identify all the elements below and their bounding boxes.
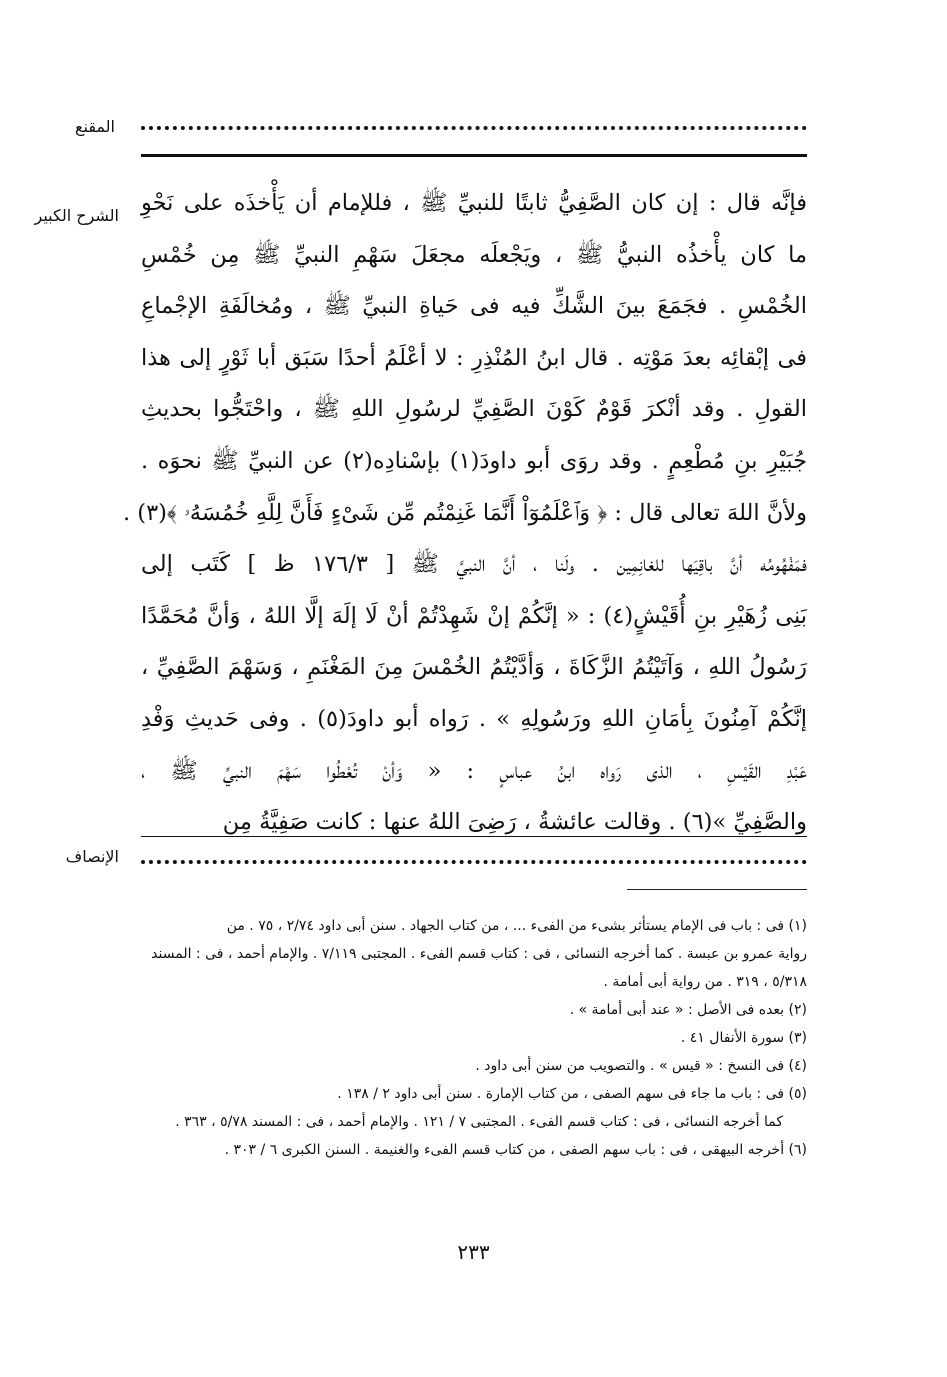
main-text-line: بَنِى زُهَيْرِ بنِ أُقَيْشٍ(٤) : « إنَّكُمْ إنْ شَهِدْتُمْ أنْ لَا إلَهَ إلَّا اللهُ ، وَأنَّ مُحَمَّدًا	[141, 602, 807, 629]
footnote-line: كما أخرجه النسائى ، فى : كتاب قسم الفىء . المجتبى ٧ / ١٢١ . والإمام أحمد ، فى : المسند ٥/٧٨ ، ٣٦٣ .	[175, 1114, 783, 1130]
footnote-line: (١) فى : باب فى الإمام يستأثر بشىء من الفىء ... ، من كتاب الجهاد . سنن أبى داود ٢/٧٤ ، ٧٥ . من	[226, 918, 807, 934]
footnote-line: (٥) فى : باب ما جاء فى سهم الصفى ، من كتاب الإمارة . سنن أبى داود ٢ / ١٣٨ .	[337, 1086, 807, 1102]
main-text-line: الخُمْسِ . فجَمَعَ بينَ الشَّكِّ فيه فى حَياةِ النبيِّ ﷺ ، ومُخالَفَةِ الإجْماعِ	[141, 293, 807, 320]
footnote-line: (٢) بعده فى الأصل : « عند أبى أمامة » .	[569, 1002, 807, 1018]
footnote-line: (٦) أخرجه البيهقى ، فى : باب سهم الصفى ، من كتاب قسم الفىء والغنيمة . السنن الكبرى ٦ / ٣٠٣ .	[224, 1142, 807, 1158]
section-divider	[141, 836, 807, 837]
main-text-line: والصَّفِيِّ »(٦) . وقالت عائشةُ ، رَضِىَ اللهُ عنها : كانت صَفِيَّةُ مِن	[222, 809, 807, 836]
main-text-line: فإنَّه قال : إن كان الصَّفِيُّ ثابتًا للنبيِّ ﷺ ، فللإمام أن يَأْخذَه على نَحْوِ	[141, 190, 807, 216]
main-text-line: فى إبْقائِه بعدَ مَوْتِه . قال ابنُ المُنْذِرِ : لا أعْلَمُ أحدًا سَبَق أبا ثَوْرٍ إلى هذا	[141, 344, 807, 371]
main-text-block	[122, 178, 808, 849]
side-label-insaf: الإنصاف	[65, 847, 119, 866]
main-text-line: رَسُولُ اللهِ ، وَآتَيْتُمُ الزَّكَاةَ ، وَأدَّيْتُمُ الخُمْسَ مِنَ المَغْنَمِ ، وَسَهْمَ الصَّفِيِّ ،	[141, 654, 807, 681]
main-text-line: جُبَيْرِ بنِ مُطْعِمٍ . وقد روَى أبو داودَ(١) بإسْنادِه(٢) عن النبيِّ ﷺ نحوَه .	[141, 447, 807, 474]
footnotes-list	[141, 912, 807, 1164]
main-text-line: إنَّكُمْ آمِنُونَ بِأمَانِ اللهِ ورَسُولِهِ » . رَواه أبو داودَ(٥) . وفى حَديثِ وَفْدِ	[141, 705, 808, 732]
insaf-dotted-divider	[141, 860, 807, 864]
footnote-separator	[627, 889, 807, 890]
main-text-line: عَبْدِ القَيْسِ ، الذى رَواه ابنُ عباسٍ : « وَأنْ تُعْطُوا سَهْمَ النبيِّ ﷺ ،	[141, 757, 807, 784]
footnote-line: رواية عمرو بن عبسة . كما أخرجه النسائى ، فى : كتاب قسم الفىء . المجتبى ٧/١١٩ . والإمام أحمد ، فى : المسند	[151, 946, 807, 962]
main-text-line: ما كان يأْخذُه النبيُّ ﷺ ، ويَجْعلَه مجعَلَ سَهْمِ النبيِّ ﷺ مِن خُمْسِ	[141, 241, 807, 268]
footnote-line: (٤) فى النسخ : « قيس » . والتصويب من سنن أبى داود .	[475, 1058, 807, 1074]
main-text-line: القولِ . وقد أنْكرَ قَوْمٌ كَوْنَ الصَّفِيِّ لرسُولِ اللهِ ﷺ ، واحْتَجُّوا بحديثِ	[141, 396, 807, 423]
footnote-line: ٥/٣١٨ ، ٣١٩ . من رواية أبى أمامة .	[603, 974, 807, 990]
main-text-line: فمَفْهُومُه أنَّ باقِيَها للغانِمِين . ولَنا ، أنَّ النبيَّ ﷺ [ ١٧٦/٣ ظ ] كَتَب إلى	[141, 551, 807, 578]
header-dotted-divider	[141, 126, 807, 130]
header-rule	[141, 154, 807, 157]
header-book-title: المقنع	[74, 117, 115, 136]
main-text-line: ولأنَّ اللهَ تعالى قال : ﴿ وَٱعْلَمُوٓاْ أَنَّمَا غَنِمْتُم مِّن شَىْءٍ فَأَنَّ لِلَّهِ خُمُسَهُۥ ﴾(٣) .	[122, 499, 807, 526]
side-label-sharh-kabir: الشرح الكبير	[34, 206, 119, 225]
footnote-line: (٣) سورة الأنفال ٤١ .	[680, 1030, 807, 1046]
page-number: ٢٣٣	[457, 1240, 490, 1264]
